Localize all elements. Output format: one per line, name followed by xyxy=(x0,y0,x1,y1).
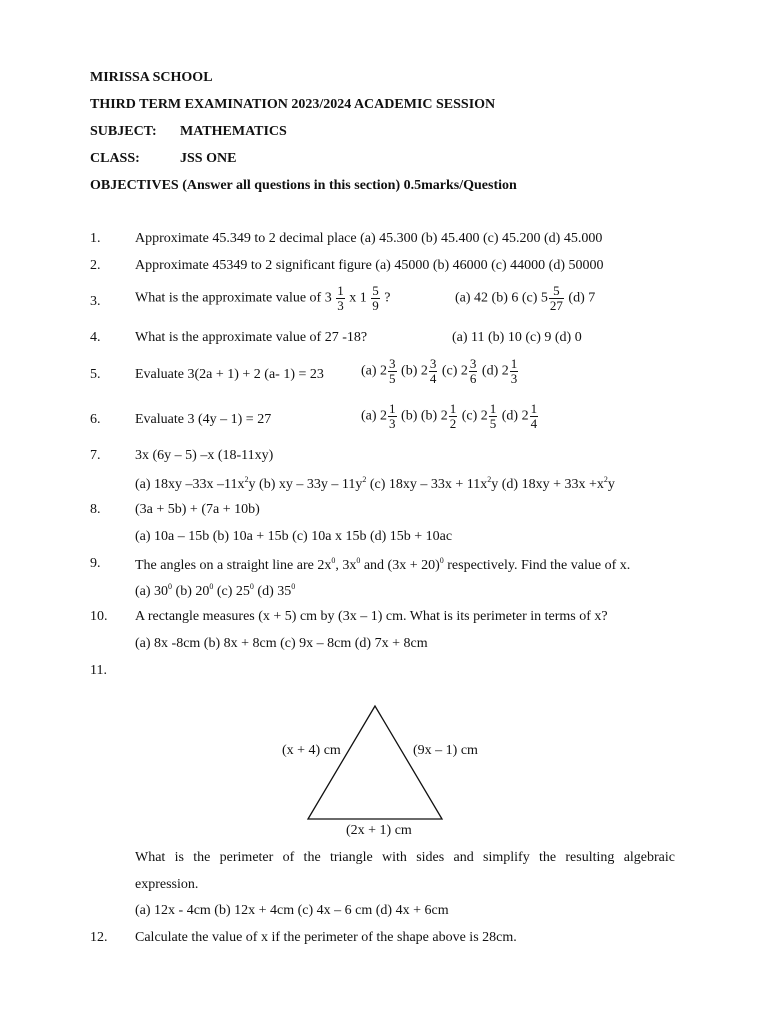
exam-title: THIRD TERM EXAMINATION 2023/2024 ACADEMIC SESSION xyxy=(90,97,496,112)
question-number: 11. xyxy=(90,663,107,678)
question-text: A rectangle measures (x + 5) cm by (3x – 1) cm. What is its perimeter in terms of x? xyxy=(135,609,608,624)
school-name: MIRISSA SCHOOL xyxy=(90,70,213,85)
question-11-text: What is the perimeter of the triangle with sides and simplify the resulting algebraic xyxy=(135,850,675,865)
question-4-options: (a) 11 (b) 10 (c) 9 (d) 0 xyxy=(452,330,582,345)
question-9-text: The angles on a straight line are $2x^0$, $3x^0$ and $(3x + 20)^0$ respectively. Find the value of x. xyxy=(135,556,631,573)
question-text: Approximate 45349 to 2 significant figure (a) 45000 (b) 46000 (c) 44000 (d) 50000 xyxy=(135,258,604,273)
subject-label: SUBJECT: xyxy=(90,124,157,139)
option-b: (b) (b) 2 xyxy=(401,408,448,424)
fraction: $\frac{1}{3}$ xyxy=(510,356,518,386)
question-number: 1. xyxy=(90,231,101,246)
fraction: $\frac{5}{9}$ xyxy=(372,283,379,313)
question-9-options: (a) $30^0$ (b) $20^0$ (c) $25^0$ (d) $35^0$ xyxy=(135,582,296,599)
triangle-right-side-label: (9x – 1) cm xyxy=(413,743,478,758)
fraction: $\frac{1}{3}$ xyxy=(389,401,396,431)
question-number: 9. xyxy=(90,556,101,571)
question-text: Approximate 45.349 to 2 decimal place (a) 45.300 (b) 45.400 (c) 45.200 (d) 45.000 xyxy=(135,231,603,246)
triangle-left-side-label: (x + 4) cm xyxy=(282,743,341,758)
fraction: $\frac{3}{4}$ xyxy=(429,356,437,386)
question-8-options: (a) 10a – 15b (b) 10a + 15b (c) 10a x 15b (d) 15b + 10ac xyxy=(135,529,453,544)
option-b: (b) 2 xyxy=(401,363,428,379)
options-text: (d) 7 xyxy=(568,290,596,306)
question-text: (3a + 5b) + (7a + 10b) xyxy=(135,502,260,517)
question-12 xyxy=(90,930,690,950)
question-text: ? xyxy=(384,290,391,306)
question-number: 6. xyxy=(90,412,101,427)
subject-value: MATHEMATICS xyxy=(180,124,287,139)
objectives-heading: OBJECTIVES (Answer all questions in this section) 0.5marks/Question xyxy=(90,178,517,193)
question-text: 3x (6y – 5) –x (18-11xy) xyxy=(135,448,274,463)
question-text: Calculate the value of x if the perimeter of the shape above is 28cm. xyxy=(135,930,517,945)
fraction: $\frac{5}{27}$ xyxy=(549,283,563,313)
question-11-options: (a) 12x - 4cm (b) 12x + 4cm (c) 4x – 6 cm (d) 4x + 6cm xyxy=(135,903,449,918)
class-value: JSS ONE xyxy=(180,151,237,166)
fraction: $\frac{1}{2}$ xyxy=(449,401,457,431)
triangle-shape xyxy=(308,706,442,819)
question-11-text-cont: expression. xyxy=(135,877,199,892)
question-text: What is the approximate value of 27 -18? xyxy=(135,330,368,345)
fraction: $\frac{1}{3}$ xyxy=(337,283,344,313)
question-number: 7. xyxy=(90,448,101,463)
option-a: (a) 2 xyxy=(361,408,388,424)
option-c: (c) 2 xyxy=(441,363,468,379)
triangle-base-label: (2x + 1) cm xyxy=(346,823,412,838)
question-text: Evaluate 3 (4y – 1) = 27 xyxy=(135,412,272,427)
question-text: What is the approximate value of 3 xyxy=(135,290,332,306)
question-number: 2. xyxy=(90,258,101,273)
question-number: 12. xyxy=(90,930,108,945)
option-d: (d) 2 xyxy=(481,363,509,379)
fraction: $\frac{3}{5}$ xyxy=(389,356,396,386)
class-label: CLASS: xyxy=(90,151,140,166)
option-a: (a) 2 xyxy=(361,363,388,379)
question-number: 4. xyxy=(90,330,101,345)
question-number: 10. xyxy=(90,609,108,624)
question-text: x 1 xyxy=(349,290,367,306)
question-number: 5. xyxy=(90,367,101,382)
option-d: (d) 2 xyxy=(501,408,529,424)
fraction: $\frac{1}{5}$ xyxy=(489,401,497,431)
fraction: $\frac{3}{6}$ xyxy=(469,356,477,386)
question-7-options: (a) 18xy –33x $-11x^2y$ (b) xy – $33y - 11y^2$ (c) $18xy - 33x + 11x^2y$ (d) $18xy + 33x +x^2y$ xyxy=(135,475,615,492)
question-text: Evaluate 3(2a + 1) + 2 (a- 1) = 23 xyxy=(135,367,324,382)
question-number: 3. xyxy=(90,294,101,309)
options-text: (a) 42 (b) 6 (c) 5 xyxy=(455,290,548,306)
fraction: $\frac{1}{4}$ xyxy=(530,401,538,431)
question-number: 8. xyxy=(90,502,101,517)
option-c: (c) 2 xyxy=(461,408,488,424)
question-10-options: (a) 8x -8cm (b) 8x + 8cm (c) 9x – 8cm (d) 7x + 8cm xyxy=(135,636,428,651)
